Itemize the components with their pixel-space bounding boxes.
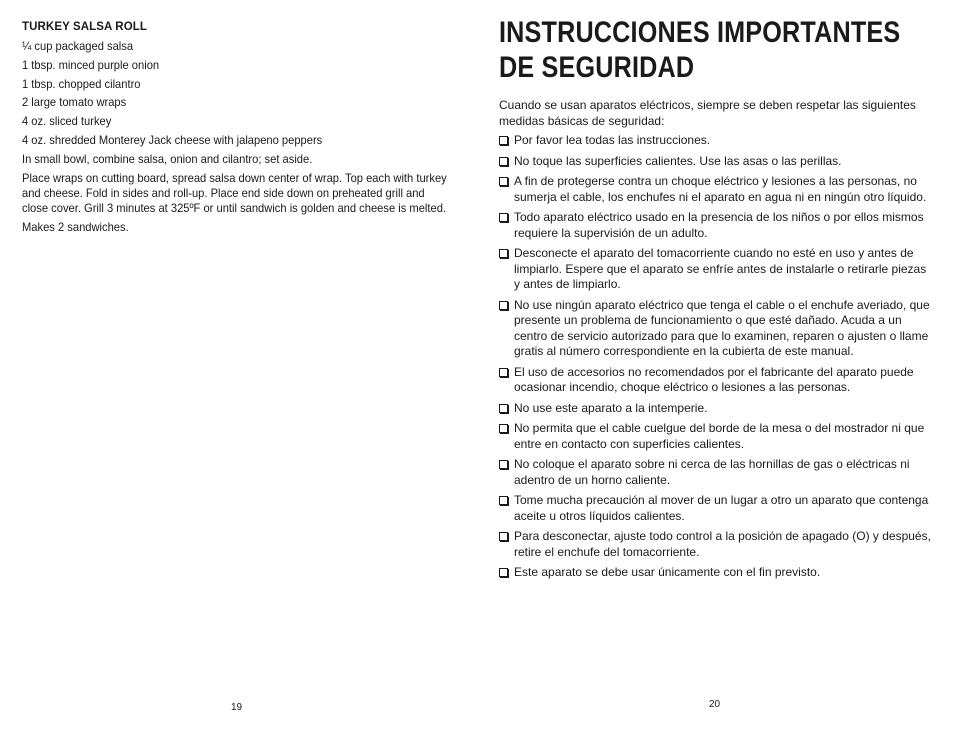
ingredient-item: ¼ cup packaged salsa <box>22 39 134 53</box>
checkbox-icon <box>499 568 508 577</box>
list-item <box>499 421 935 452</box>
checkbox-icon <box>499 213 508 222</box>
page-number: 20 <box>709 699 721 710</box>
list-item <box>499 457 935 488</box>
checkbox-icon <box>499 424 508 433</box>
list-item <box>499 210 935 241</box>
page-title <box>499 15 900 85</box>
rule-text: Desconecte el aparato del tomacorriente cuando no esté en uso y antes de limpiarlo. Espere que el aparato se enfríe antes de instalarle o retirarle piezas y antes de limpiarlo. <box>514 246 927 291</box>
checkbox-icon <box>499 249 508 258</box>
rule-text: No toque las superficies calientes. Use las asas o las perillas. <box>514 153 842 168</box>
safety-rules-list <box>499 133 935 586</box>
checkbox-icon <box>499 368 508 377</box>
ingredient-item: 1 tbsp. minced purple onion <box>22 57 160 72</box>
rule-text: Este aparato se debe usar únicamente con el fin previsto. <box>514 565 821 579</box>
checkbox-icon <box>499 404 508 413</box>
checkbox-icon <box>499 177 508 186</box>
list-item <box>499 529 935 560</box>
list-item <box>499 174 935 205</box>
ingredient-item: 1 tbsp. chopped cilantro <box>22 76 141 91</box>
checkbox-icon <box>499 136 508 145</box>
list-item <box>499 246 935 293</box>
recipe-title: TURKEY SALSA ROLL <box>22 21 148 33</box>
checkbox-icon <box>499 532 508 541</box>
title-line-1: INSTRUCCIONES IMPORTANTES <box>499 16 901 49</box>
recipe-section <box>22 20 447 239</box>
intro-paragraph: Cuando se usan aparatos eléctricos, siempre se deben respetar las siguientes medidas básicas de seguridad: <box>499 98 916 128</box>
rule-text: No permita que el cable cuelgue del borde de la mesa o del mostrador ni que entre en contacto con superficies calientes. <box>514 421 925 451</box>
checkbox-icon <box>499 496 508 505</box>
checkbox-icon <box>499 301 508 310</box>
ingredient-item: 4 oz. shredded Monterey Jack cheese with jalapeno peppers <box>22 132 323 147</box>
recipe-yield: Makes 2 sandwiches. <box>22 219 129 234</box>
list-item <box>499 565 935 581</box>
list-item <box>499 365 935 396</box>
rule-text: El uso de accesorios no recomendados por el fabricante del aparato puede ocasionar incendio, choque eléctrico o lesiones a las personas. <box>514 364 914 394</box>
list-item <box>499 298 935 360</box>
rule-text: A fin de protegerse contra un choque eléctrico y lesiones a las personas, no sumerja el cable, los enchufes ni el aparato en agua ni en ningún otro líquido. <box>514 174 927 204</box>
ingredient-item: 2 large tomato wraps <box>22 95 127 110</box>
rule-text: Tome mucha precaución al mover de un lugar a otro un aparato que contenga aceite u otros líquidos calientes. <box>514 493 929 523</box>
checkbox-icon <box>499 157 508 166</box>
rule-text: No use este aparato a la intemperie. <box>514 400 708 415</box>
list-item <box>499 401 935 417</box>
recipe-step: Place wraps on cutting board, spread salsa down center of wrap. Top each with turkey and cheese. Fold in sides and roll-up. Place end side down on preheated grill and close cover. Grill 3 minutes at 325ºF or until sandwich is golden and cheese is melted. <box>22 170 447 215</box>
ingredient-item: 4 oz. sliced turkey <box>22 114 112 129</box>
rule-text: Para desconectar, ajuste todo control a la posición de apagado (O) y después, retire el enchufe del tomacorriente. <box>514 529 931 559</box>
list-item <box>499 154 935 170</box>
list-item <box>499 493 935 524</box>
recipe-step: In small bowl, combine salsa, onion and cilantro; set aside. <box>22 151 313 166</box>
page-number: 19 <box>231 702 243 713</box>
rule-text: No coloque el aparato sobre ni cerca de las hornillas de gas o eléctricas ni adentro de un horno caliente. <box>514 457 910 487</box>
title-line-2: DE SEGURIDAD <box>499 51 695 84</box>
rule-text: No use ningún aparato eléctrico que tenga el cable o el enchufe averiado, que presente un problema de funcionamiento o que esté dañado. Acuda a un centro de servicio autorizado para que lo examinen, reparen o ajusten o llame gratis al número correspondiente en la cubierta de este manual. <box>514 297 930 358</box>
list-item <box>499 133 935 149</box>
rule-text: Todo aparato eléctrico usado en la presencia de los niños o por ellos mismos requiere la supervisión de un adulto. <box>514 210 924 240</box>
rule-text: Por favor lea todas las instrucciones. <box>514 133 711 147</box>
right-page <box>477 0 954 738</box>
checkbox-icon <box>499 460 508 469</box>
